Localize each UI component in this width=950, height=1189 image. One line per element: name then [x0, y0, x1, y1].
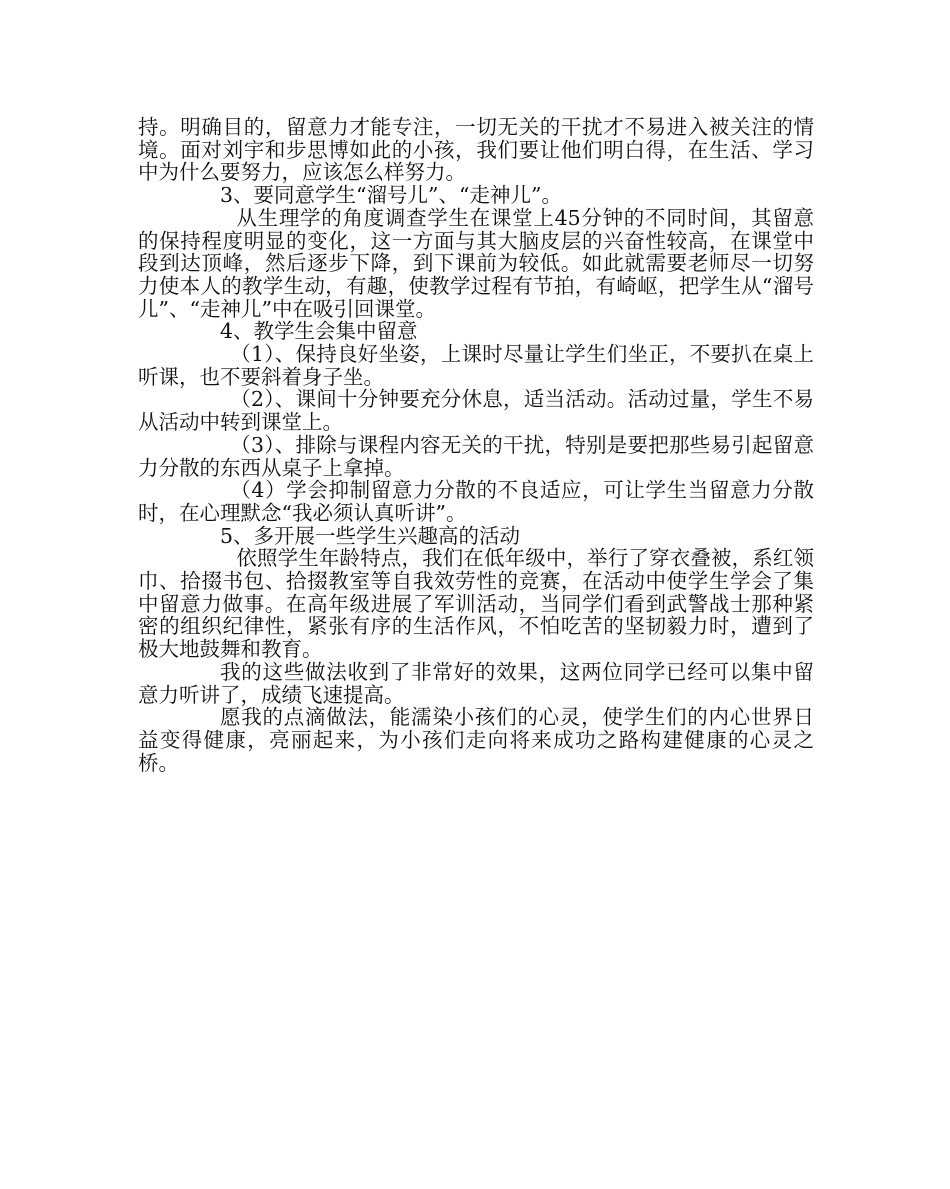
paragraph-results: 我的这些做法收到了非常好的效果，这两位同学已经可以集中留意力听讲了，成绩飞速提高。: [138, 659, 814, 707]
document-page: [138, 116, 814, 774]
list-item-1: （1）、保持良好坐姿，上课时尽量让学生们坐正，不要扒在桌上听课，也不要斜着身子坐。: [138, 342, 814, 389]
heading-item-3: 3、要同意学生“溜号儿”、“走神儿”。: [220, 183, 562, 208]
paragraph-continuation: 持。明确目的，留意力才能专注，一切无关的干扰才不易进入被关注的情境。面对刘宇和步思博如此的小孩，我们要让他们明白得，在生活、学习中为什么要努力，应该怎么样努力。: [138, 115, 814, 185]
list-item-4: （4）学会抑制留意力分散的不良适应，可让学生当留意力分散时，在心理默念“我必须认真听讲”。: [138, 478, 814, 525]
list-item-3: （3）、排除与课程内容无关的干扰，特别是要把那些易引起留意力分散的东西从桌子上拿掉。: [138, 432, 814, 480]
paragraph-closing: 愿我的点滴做法，能濡染小孩们的心灵，使学生们的内心世界日益变得健康，亮丽起来，为小孩们走向将来成功之路构建健康的心灵之桥。: [138, 705, 814, 775]
paragraph-activities: 依照学生年龄特点，我们在低年级中，举行了穿衣叠被，系红领巾、拾掇书包、拾掇教室等自我效劳性的竞赛，在活动中使学生学会了集中留意力做事。在高年级进展了军训活动，当同学们看到武警战士那种紧密的组织纪律性，紧张有序的生活作风，不怕吃苦的坚韧毅力时，遭到了极大地鼓舞和教育。: [138, 546, 814, 662]
paragraph-physiology: 从生理学的角度调查学生在课堂上45分钟的不同时间，其留意的保持程度明显的变化，这一方面与其大脑皮层的兴奋性较高，在课堂中段到达顶峰，然后逐步下降，到下课前为较低。如此就需要老师尽一切努力使本人的教学生动，有趣，使教学过程有节拍，有崎岖，把学生从“溜号儿”、“走神儿”中在吸引回课堂。: [138, 205, 814, 321]
heading-item-4: 4、教学生会集中留意: [220, 319, 418, 344]
heading-item-5: 5、多开展一些学生兴趣高的活动: [220, 523, 521, 548]
list-item-2: （2）、课间十分钟要充分休息，适当活动。活动过量，学生不易从活动中转到课堂上。: [138, 387, 814, 435]
